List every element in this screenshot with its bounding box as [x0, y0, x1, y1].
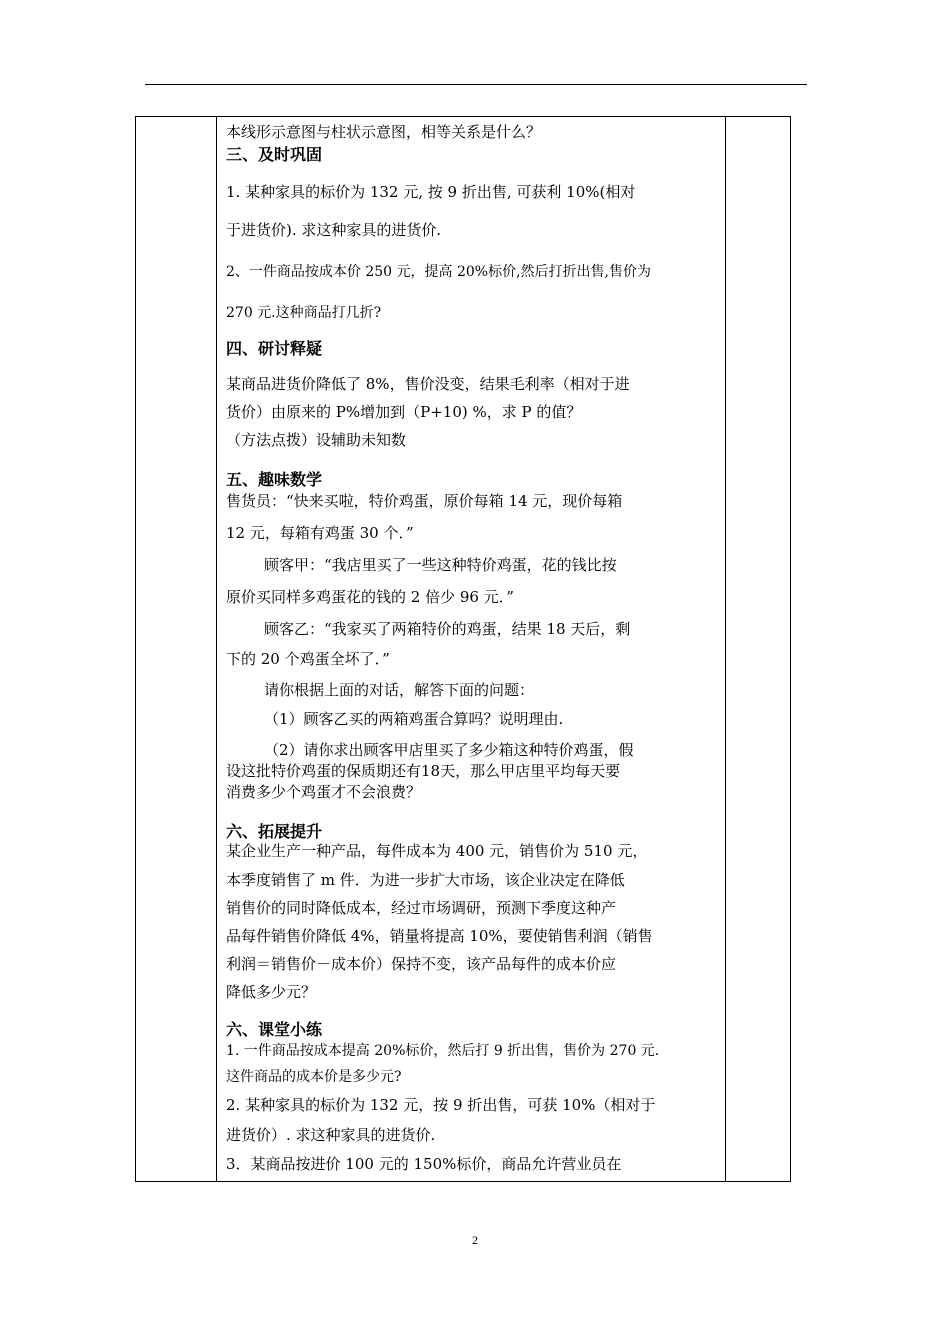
text-line: 设这批特价鸡蛋的保质期还有18天，那么甲店里平均每天要	[226, 762, 621, 780]
text-line: 2. 某种家具的标价为 132 元，按 9 折出售，可获 10%（相对于	[226, 1096, 656, 1114]
section-heading-discussion: 四、研讨释疑	[226, 339, 323, 358]
section-heading-extension: 六、拓展提升	[226, 822, 323, 841]
text-line: 进货价）. 求这种家具的进货价.	[226, 1126, 436, 1144]
text-line: 顾客乙：“我家买了两箱特价的鸡蛋，结果 18 天后，剩	[264, 620, 631, 638]
text-line: 这件商品的成本价是多少元?	[226, 1069, 402, 1085]
section-heading-consolidate: 三、及时巩固	[226, 145, 323, 164]
text-line: 本季度销售了 m 件．为进一步扩大市场，该企业决定在降低	[226, 871, 625, 889]
header-rule	[145, 84, 807, 85]
text-line: （方法点拨）设辅助未知数	[226, 431, 407, 449]
table-column-divider-left	[216, 116, 217, 1182]
text-line: 于进货价). 求这种家具的进货价.	[226, 221, 442, 239]
text-line: 原价买同样多鸡蛋花的钱的 2 倍少 96 元．”	[226, 588, 514, 606]
text-line: 利润＝销售价－成本价）保持不变，该产品每件的成本价应	[226, 955, 617, 973]
section-heading-practice: 六、课堂小练	[226, 1020, 323, 1039]
text-line: 某企业生产一种产品，每件成本为 400 元，销售价为 510 元，	[226, 842, 648, 860]
text-line: 货价）由原来的 P%增加到（P+10) %，求 P 的值？	[226, 403, 582, 421]
page-number: 2	[472, 1233, 478, 1247]
text-line: 1. 某种家具的标价为 132 元, 按 9 折出售, 可获利 10%(相对	[226, 183, 636, 201]
table-column-divider-right	[725, 116, 726, 1182]
text-line: 降低多少元？	[226, 983, 317, 1001]
section-heading-fun-math: 五、趣味数学	[226, 470, 323, 489]
text-line: （1）顾客乙买的两箱鸡蛋合算吗？说明理由.	[264, 710, 564, 728]
text-line: 售货员：“快来买啦，特价鸡蛋，原价每箱 14 元，现价每箱	[226, 492, 623, 510]
text-line: 3．某商品按进价 100 元的 150%标价，商品允许营业员在	[226, 1155, 622, 1173]
text-line: 1. 一件商品按成本提高 20%标价，然后打 9 折出售，售价为 270 元.	[226, 1043, 660, 1059]
text-line: 2、一件商品按成本价 250 元，提高 20%标价,然后打折出售,售价为	[226, 264, 651, 280]
text-line: 本线形示意图与柱状示意图，相等关系是什么？	[226, 123, 542, 141]
text-line: 销售价的同时降低成本，经过市场调研，预测下季度这种产	[226, 899, 617, 917]
text-line: 12 元，每箱有鸡蛋 30 个．”	[226, 524, 414, 542]
text-line: 顾客甲：“我店里买了一些这种特价鸡蛋，花的钱比按	[264, 556, 617, 574]
text-line: （2）请你求出顾客甲店里买了多少箱这种特价鸡蛋，假	[264, 741, 634, 759]
text-line: 请你根据上面的对话，解答下面的问题：	[264, 681, 535, 699]
text-line: 下的 20 个鸡蛋全坏了．”	[226, 650, 390, 668]
text-line: 270 元.这种商品打几折?	[226, 305, 382, 321]
text-line: 消费多少个鸡蛋才不会浪费？	[226, 783, 422, 801]
text-line: 某商品进货价降低了 8%，售价没变，结果毛利率（相对于进	[226, 375, 630, 393]
text-line: 品每件销售价降低 4%，销量将提高 10%，要使销售利润（销售	[226, 927, 653, 945]
